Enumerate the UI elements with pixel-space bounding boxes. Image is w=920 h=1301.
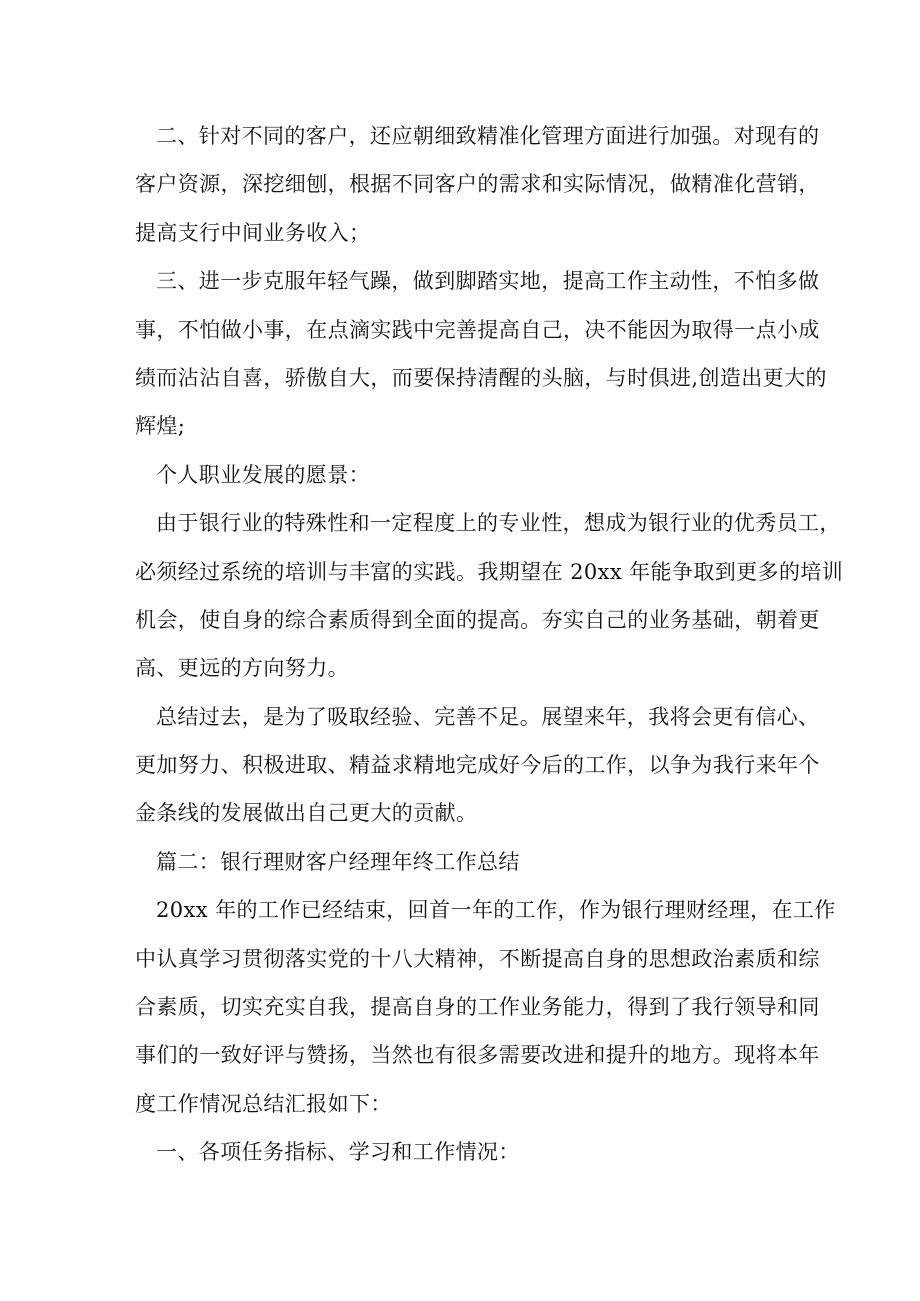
- section-heading: 一、各项任务指标、学习和工作情况：: [156, 1140, 520, 1165]
- paragraph-customer-management: [135, 112, 820, 257]
- text-line: 绩而沾沾自喜，骄傲自大，而要保持清醒的头脑，与时俱进,创造出更大的: [135, 365, 827, 390]
- paragraph-career-vision: [135, 499, 844, 693]
- text-line: 20xx 年的工作已经结束，回首一年的工作，作为银行理财经理，在工作: [156, 898, 836, 923]
- paragraph-section-one-heading: [135, 1128, 795, 1176]
- text-line: 金条线的发展做出自己更大的贡献。: [135, 801, 478, 826]
- text-line: 度工作情况总结汇报如下：: [135, 1091, 392, 1116]
- text-line: 事，不怕做小事，在点滴实践中完善提高自己，决不能因为取得一点小成: [135, 317, 820, 342]
- text-line: 由于银行业的特殊性和一定程度上的专业性，想成为银行业的优秀员工，: [156, 511, 841, 536]
- text-line: 必须经过系统的培训与丰富的实践。我期望在 20xx 年能争取到更多的培训: [135, 559, 844, 584]
- text-line: 中认真学习贯彻落实党的十八大精神，不断提高自身的思想政治素质和综: [135, 946, 820, 971]
- text-line: 三、进一步克服年轻气躁，做到脚踏实地，提高工作主动性，不怕多做: [156, 269, 820, 294]
- text-line: 客户资源，深挖细刨，根据不同客户的需求和实际情况，做精准化营销，: [135, 172, 820, 197]
- document-body: [135, 112, 844, 1177]
- text-line: 事们的一致好评与赞扬，当然也有很多需要改进和提升的地方。现将本年: [135, 1043, 820, 1068]
- article-title: 篇二：银行理财客户经理年终工作总结: [156, 849, 520, 874]
- paragraph-article-two-title: [135, 838, 795, 886]
- text-line: 提高支行中间业务收入；: [135, 220, 371, 245]
- text-line: 总结过去，是为了吸取经验、完善不足。展望来年，我将会更有信心、: [156, 704, 820, 729]
- section-heading: 个人职业发展的愿景：: [156, 462, 370, 487]
- paragraph-work-attitude: [135, 257, 827, 451]
- paragraph-career-vision-heading: [135, 451, 795, 499]
- text-line: 辉煌;: [135, 414, 186, 439]
- paragraph-conclusion: [135, 693, 820, 838]
- text-line: 更加努力、积极进取、精益求精地完成好今后的工作，以争为我行来年个: [135, 753, 820, 778]
- text-line: 高、更远的方向努力。: [135, 656, 349, 681]
- paragraph-year-review: [135, 886, 836, 1128]
- text-line: 合素质，切实充实自我，提高自身的工作业务能力，得到了我行领导和同: [135, 995, 820, 1020]
- text-line: 二、针对不同的客户，还应朝细致精准化管理方面进行加强。对现有的: [156, 124, 820, 148]
- text-line: 机会，使自身的综合素质得到全面的提高。夯实自己的业务基础，朝着更: [135, 607, 820, 632]
